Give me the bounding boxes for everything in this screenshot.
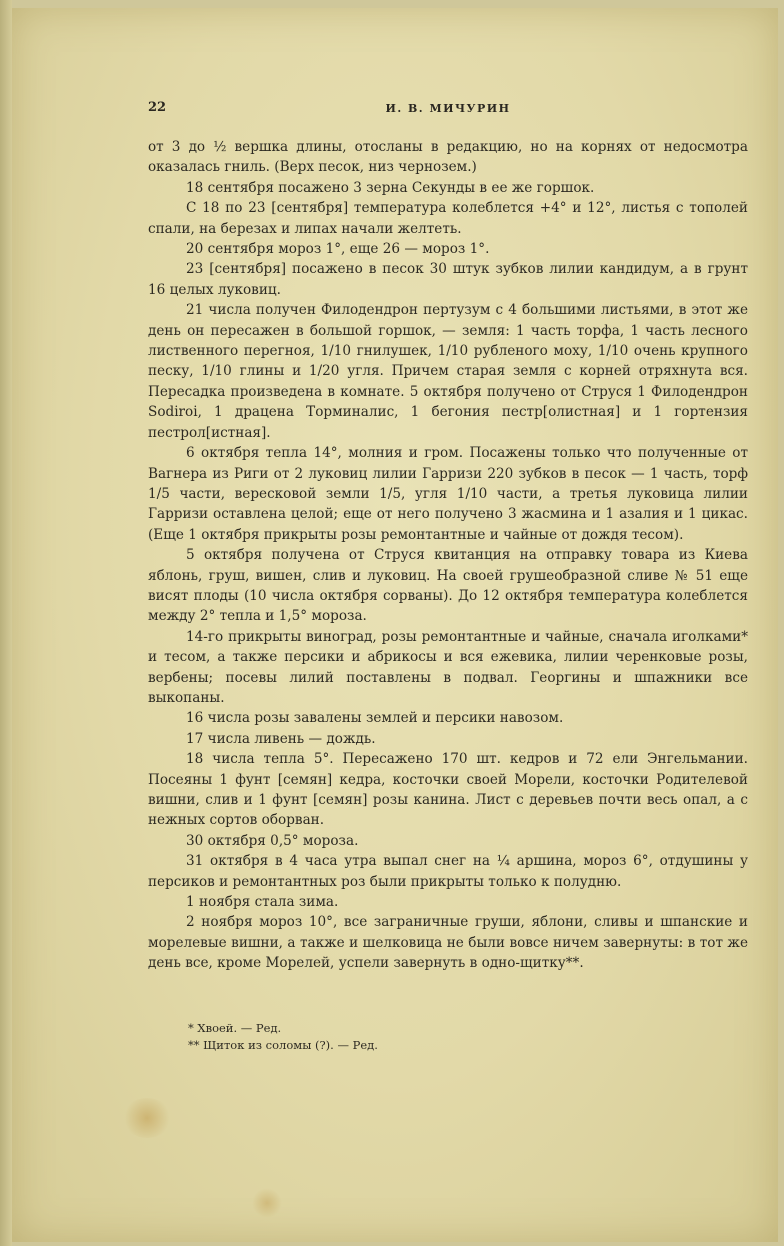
paragraph: 18 сентября посажено 3 зерна Секунды в ее же горшок.: [186, 179, 595, 196]
paragraph: 21 числа получен Филодендрон пертузум с 4 большими листьями, в этот же день он пересажен в большой горшок, — земля: 1 часть торфа, 1 часть лесного лиственного перегноя, 1/10 гнилушек, 1/10 рубленого моху, 1/10 очень крупного песку, 1/10 глины и 1/20 угля. Причем старая земля с корней отряхнута вся. Пересадка произведена в комнате. 5 октября получено от Струся 1 Филодендрон Sodiroi, 1 драцена Торминалис, 1 бегония пестр[олистная] и 1 гортензия пестрол[истная].: [148, 302, 748, 441]
paragraph: 18 числа тепла 5°. Пересажено 170 шт. кедров и 72 ели Энгельмании. Посеяны 1 фунт [семян] кедра, косточки своей Морели, косточки Родителевой вишни, слив и 1 фунт [семян] розы канина. Лист с деревьев почти весь опал, а с нежных сортов оборван.: [148, 751, 748, 829]
paragraph: 16 числа розы завалены землей и персики навозом.: [186, 710, 564, 727]
paragraph: 5 октября получена от Струся квитанция на отправку товара из Киева яблонь, груш, вишен, слив и луковиц. На своей грушеобразной сливе № 51 еще висят плоды (10 числа октября сорваны). До 12 октября температура колеблется между 2° тепла и 1,5° мороза.: [148, 547, 748, 625]
paragraph: от 3 до ½ вершка длины, отосланы в редакцию, но на корнях от недосмотра оказалась гниль. (Верх песок, низ чернозем.): [148, 139, 748, 176]
footnotes: [148, 1020, 748, 1054]
paragraph: 2 ноября мороз 10°, все заграничные груши, яблони, сливы и шпанские и морелевые вишни, а также и шелковица не были вовсе ничем завернуты: в тот же день все, кроме Морелей, успели завернуть в одно-щитку**.: [148, 914, 748, 972]
page-edge: [0, 0, 12, 1246]
paragraph: 30 октября 0,5° мороза.: [186, 832, 359, 849]
paragraph: 14-го прикрыты виноград, розы ремонтантные и чайные, сначала иголками* и тесом, а также персики и абрикосы и вся ежевика, лилии черенковые розы, вербены; посевы лилий поставлены в подвал. Георгины и шпажники все выкопаны.: [148, 628, 748, 706]
paragraph: 1 ноября стала зима.: [186, 894, 339, 911]
paragraph: 17 числа ливень — дождь.: [186, 730, 376, 747]
page-header: [148, 100, 748, 120]
running-head: И. В. МИЧУРИН: [385, 102, 511, 115]
body-text: [148, 137, 748, 974]
paragraph: 31 октября в 4 часа утра выпал снег на ¼ аршина, мороз 6°, отдушины у персиков и ремонтантных роз были прикрыты только к полудню.: [148, 853, 748, 890]
paragraph: С 18 по 23 [сентября] температура колеблется +4° и 12°, листья с тополей спали, на березах и липах начали желтеть.: [148, 200, 748, 237]
paper-stain: [122, 1098, 172, 1138]
footnote: * Хвоей. — Ред.: [188, 1021, 282, 1035]
paper-stain: [252, 1188, 282, 1218]
page-number: 22: [148, 100, 167, 115]
paragraph: 6 октября тепла 14°, молния и гром. Посажены только что полученные от Вагнера из Риги от 2 луковиц лилии Гарризи 220 зубков в песок — 1 часть, торф 1/5 части, вересковой земли 1/5, угля 1/10 части, а третья луковица лилии Гарризи оставлена целой; еще от него получено 3 жасмина и 1 азалия и 1 цикас. (Еще 1 октября прикрыты розы ремонтантные и чайные от дождя тесом).: [148, 445, 748, 543]
paragraph: 20 сентября мороз 1°, еще 26 — мороз 1°.: [186, 241, 490, 258]
footnote: ** Щиток из соломы (?). — Ред.: [188, 1038, 378, 1052]
paragraph: 23 [сентября] посажено в песок 30 штук зубков лилии кандидум, а в грунт 16 целых луковиц.: [148, 261, 748, 298]
